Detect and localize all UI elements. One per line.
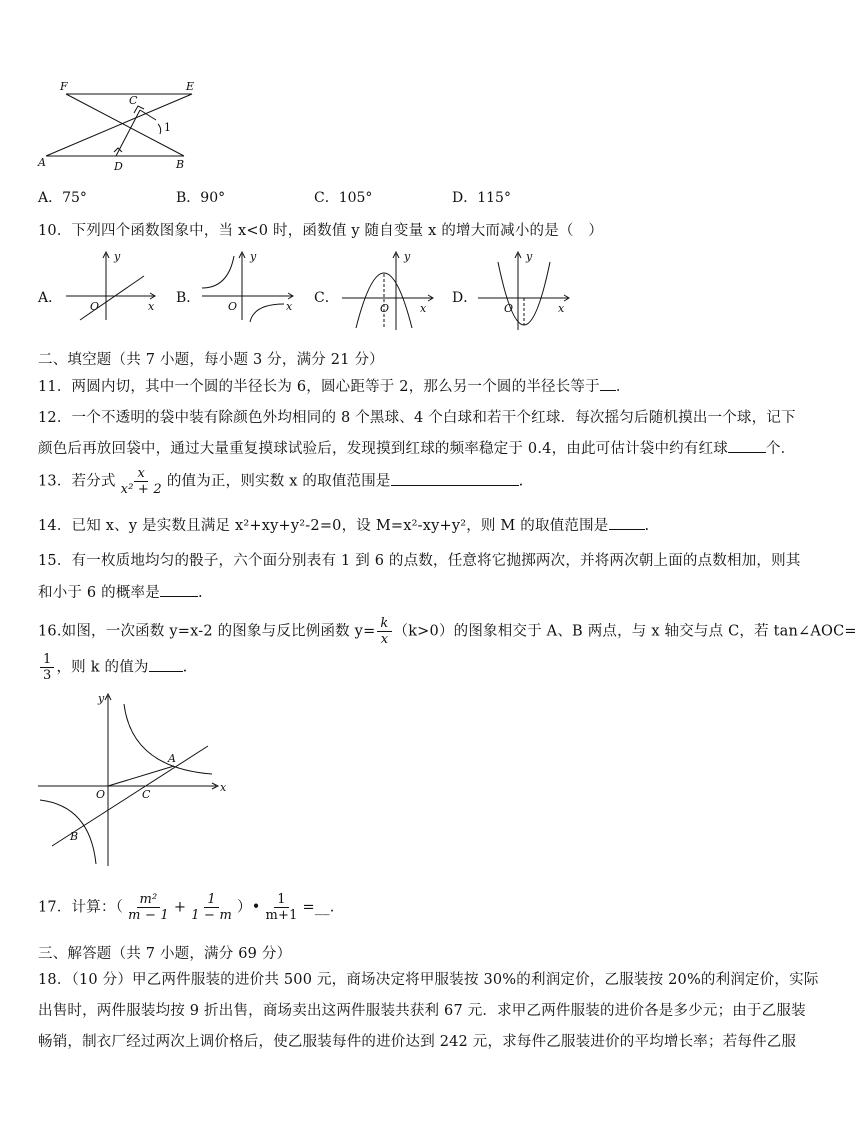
q18-line-2: 出售时，两件服装均按 9 折出售，商场卖出这两件服装共获利 67 元．求甲乙两件服装的进价各是多少元；由于乙服装	[38, 1003, 806, 1019]
q17-f3-num: 1	[274, 892, 288, 908]
graph-b-branch-left	[202, 256, 234, 288]
q12-line-2	[38, 437, 795, 458]
graph-b-x-label: x	[286, 300, 293, 313]
graph-b-origin: O	[228, 300, 238, 313]
graph-a-x-label: x	[148, 300, 155, 313]
q18-line-1: 18．（10 分）甲乙两件服装的进价共 500 元，商场决定将甲服装按 30%的利润定价，乙服装按 20%的利润定价，实际	[38, 972, 819, 988]
q17-mid: ）•	[237, 899, 261, 916]
q17-suffix: =__.	[302, 899, 335, 916]
q13-prefix: 13．若分式	[38, 473, 116, 490]
q14-question: 14．已知 x、y 是实数且满足 x²+xy+y²-2=0，设 M=x²-xy+y²，则 M 的取值范围是 .	[38, 514, 649, 535]
q12-answer-blank[interactable]	[728, 438, 766, 453]
fig16-label-a: A	[168, 752, 176, 765]
q10-graph-c	[338, 248, 438, 333]
q17-f1-num: m²	[137, 892, 161, 908]
angle-1-arc	[158, 124, 161, 134]
q11-text: 11．两圆内切，其中一个圆的半径长为 6，圆心距等于 2，那么另一个圆的半径长等于	[38, 379, 600, 395]
section-2-heading: 二、填空题（共 7 小题，每小题 3 分，满分 21 分）	[38, 352, 384, 368]
q13-question: 13．若分式 $\frac{x}{\text{x² + 2}}$ 的值为正，则实数 x 的取值范围是 .	[38, 466, 524, 497]
fig16-label-x: x	[220, 781, 227, 794]
q17-fraction-3	[262, 892, 300, 923]
q16-inverse-fraction	[377, 616, 391, 647]
fig16-hyperbola-lower	[40, 800, 96, 864]
q18-line-3: 畅销，制衣厂经过两次上调价格后，使乙服装每件的进价达到 242 元，求每件乙服装进价的平均增长率；若每件乙服	[38, 1034, 797, 1050]
q17-f1-den: m − 1	[128, 908, 169, 923]
q9-option-a: A．75°	[38, 190, 87, 206]
q10-option-d-label: D．	[452, 290, 478, 306]
fig16-label-b: B	[70, 830, 79, 843]
q13-suffix: 的值为正，则实数 x 的取值范围是	[166, 473, 391, 490]
fig16-label-c: C	[142, 788, 151, 801]
q10-graph-d	[474, 248, 574, 333]
q15-answer-blank[interactable]	[160, 582, 198, 597]
q16-answer-blank[interactable]	[149, 657, 183, 672]
q10-question: 10．下列四个函数图象中，当 x<0 时，函数值 y 随自变量 x 的增大而减小的是（ ）	[38, 223, 604, 239]
graph-a-line	[80, 276, 144, 320]
fig16-label-y: y	[98, 692, 105, 705]
q17-fraction-1	[125, 892, 172, 923]
q14-answer-blank[interactable]	[609, 515, 645, 530]
q13-answer-blank[interactable]	[391, 471, 519, 486]
q17-fraction-2	[188, 892, 235, 923]
q16-tan-den: 3	[43, 668, 52, 683]
q13-fraction-den: x² + 2	[120, 482, 162, 497]
q16-line-1	[38, 616, 857, 647]
q9-option-d: D．115°	[452, 190, 511, 206]
q17-f3-den: m+1	[265, 908, 298, 923]
q10-graph-b	[198, 248, 298, 323]
q13-fraction-num: x	[134, 466, 148, 482]
q15-line-2: 和小于 6 的概率是 .	[38, 581, 203, 602]
label-f: F	[60, 80, 68, 93]
q9-option-c: C．105°	[314, 190, 373, 206]
fig16-label-o: O	[96, 788, 106, 801]
q17-f2-num: 1	[204, 892, 218, 908]
section-3-heading: 三、解答题（共 7 小题，满分 69 分）	[38, 946, 292, 962]
q11-question: 11．两圆内切，其中一个圆的半径长为 6，圆心距等于 2，那么另一个圆的半径长等于 ．	[38, 375, 631, 396]
q10-option-c-label: C．	[314, 290, 339, 306]
label-b: B	[176, 158, 185, 171]
graph-c-y-label: y	[404, 250, 411, 263]
q16-tan-value	[40, 652, 54, 683]
graph-c-x-label: x	[420, 302, 427, 315]
q10-option-a-label: A．	[38, 290, 63, 306]
graph-d-x-label: x	[558, 302, 565, 315]
q11-answer-blank[interactable]	[600, 376, 616, 391]
graph-b-y-label: y	[250, 250, 257, 263]
q12-line-1: 12．一个不透明的袋中装有除颜色外均相同的 8 个黑球、4 个白球和若干个红球．每次摇匀后随机摸出一个球，记下	[38, 410, 796, 426]
q15-line-1: 15．有一枚质地均匀的骰子，六个面分别表有 1 到 6 的点数，任意将它抛掷两次，并将两次朝上面的点数相加，则其	[38, 553, 801, 569]
label-a: A	[38, 156, 46, 169]
graph-d-y-label: y	[526, 250, 533, 263]
graph-a-origin: O	[90, 300, 100, 313]
q16-text-a: 16.如图，一次函数 y=x-2 的图象与反比例函数 y=	[38, 623, 376, 640]
q16-line-2-text: ，则 k 的值为	[56, 659, 149, 676]
q13-fraction	[118, 466, 165, 497]
graph-d-origin: O	[504, 302, 514, 315]
q9-figure	[36, 80, 206, 175]
graph-a-y-label: y	[114, 250, 121, 263]
q12-line-2-text: 颜色后再放回袋中，通过大量重复摸球试验后，发现摸到红球的频率稳定于 0.4，由此可估计袋中约有红球	[38, 441, 728, 457]
graph-b-branch-right	[250, 304, 284, 322]
q12-line-2-tail: 个．	[765, 441, 796, 457]
q9-option-b: B．90°	[176, 190, 226, 206]
q14-text: 14．已知 x、y 是实数且满足 x²+xy+y²-2=0，设 M=x²-xy+y²，则 M 的取值范围是	[38, 518, 609, 534]
q17-prefix: 17．计算：（	[38, 899, 124, 916]
q10-option-b-label: B．	[176, 290, 201, 306]
q17-plus: +	[173, 899, 187, 916]
q17-f2-den: 1 − m	[191, 908, 232, 923]
q16-line-2: $\frac{1}{3}$ ，则 k 的值为 .	[38, 652, 187, 683]
q16-k: k	[377, 616, 391, 632]
label-c: C	[129, 94, 138, 107]
q10-graph-a	[60, 248, 160, 323]
label-d: D	[114, 160, 123, 173]
q16-tan-num: 1	[40, 652, 54, 668]
graph-c-origin: O	[380, 302, 390, 315]
q16-x: x	[380, 632, 389, 647]
label-e: E	[186, 80, 195, 93]
q15-line-2-text: 和小于 6 的概率是	[38, 585, 160, 601]
q16-figure	[36, 688, 236, 866]
q17-question	[38, 892, 335, 923]
fig16-segment-oa	[108, 766, 174, 786]
label-1: 1	[164, 121, 171, 134]
q16-text-b: （k>0）的图象相交于 A、B 两点，与 x 轴交与点 C，若 tan∠AOC=	[393, 623, 857, 640]
